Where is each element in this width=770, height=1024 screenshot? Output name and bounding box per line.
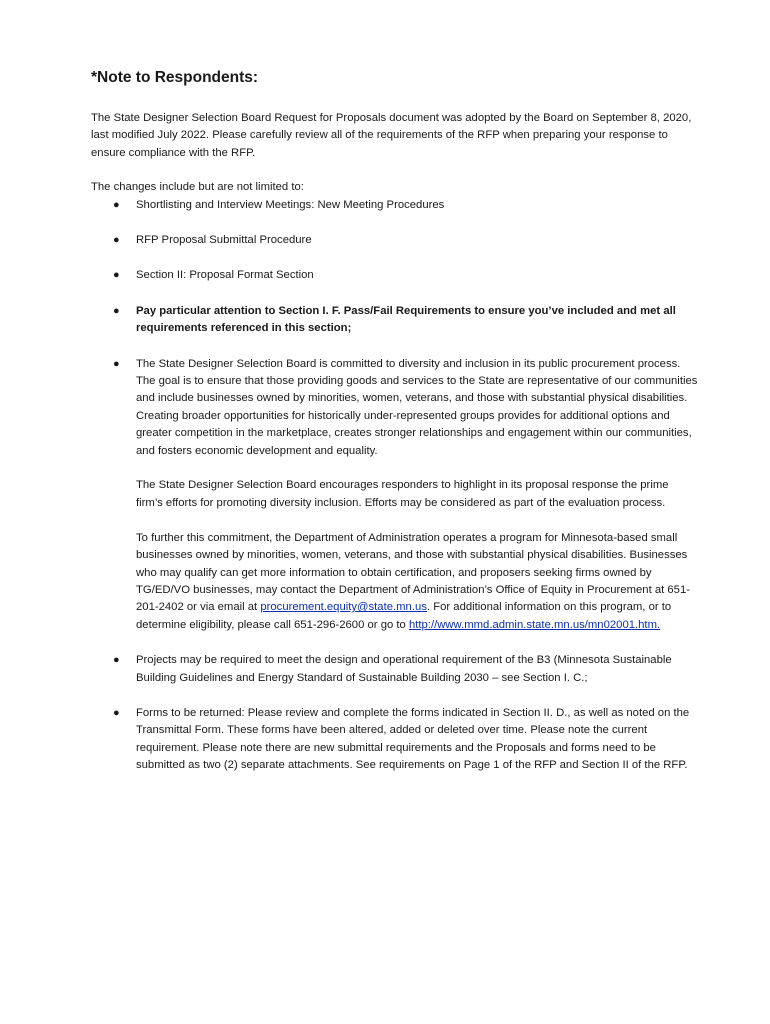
list-item-text: Section II: Proposal Format Section [136, 269, 314, 282]
list-item [91, 232, 698, 249]
bullet-icon: ● [113, 198, 120, 211]
intro-paragraph: The State Designer Selection Board Request for Proposals document was adopted by the Board on September 8, 2020, last modified July 2022. Please carefully review all of the requirements of the RFP when preparing your response to ensure compliance with the RFP. [91, 112, 692, 159]
bullet-icon: ● [113, 234, 120, 247]
commitment-text-middle: . For additional information on this program, or to determine eligibility, please call 651-296-2600 or go to [136, 601, 672, 631]
list-item [91, 267, 698, 284]
bullet-icon: ● [113, 357, 120, 370]
email-link[interactable]: procurement.equity@state.mn.us [260, 601, 427, 614]
list-item [91, 303, 698, 338]
commitment-text-start: To further this commitment, the Department of Administration operates a program for Minnesota-based small businesses owned by minorities, women, veterans, and those with substantial physical disabilities. Businesses who may qualify can get more information to obtain certification, and proposers seeking firms owned by TG/ED/VO businesses, may contact the Department of Administration’s Office of Equity in Procurement at 651-201-2402 or via email at [136, 531, 691, 614]
bullet-icon: ● [113, 706, 120, 719]
list-item-text: RFP Proposal Submittal Procedure [136, 234, 312, 247]
list-item [91, 197, 698, 214]
diversity-paragraph: The State Designer Selection Board is committed to diversity and inclusion in its public procurement process. The goal is to ensure that those providing goods and services to the State are representative of our communities and include businesses owned by minorities, women, veterans, and those with substantial physical disabilities. Creating broader opportunities for historically under-represented groups provides for additional options and greater competition in the marketplace, creates stronger relationships and engagement within our communities, and fosters economic development and equality. [136, 357, 698, 457]
list-item-text: Forms to be returned: Please review and complete the forms indicated in Section II. D., as well as noted on the Transmittal Form. These forms have been altered, added or deleted over time. Please note the current requirement. Please note there are new submittal requirements and the Proposals and forms need to be submitted as two (2) separate attachments. See requirements on Page 1 of the RFP and Section II of the RFP. [136, 706, 690, 772]
encourage-paragraph: The State Designer Selection Board encourages responders to highlight in its proposal response the prime firm’s efforts for promoting diversity inclusion. Efforts may be considered as part of the evaluation process. [136, 479, 669, 509]
changes-list [91, 197, 698, 775]
page-heading: *Note to Respondents: [91, 69, 259, 86]
list-item-text: Shortlisting and Interview Meetings: New Meeting Procedures [136, 198, 445, 211]
list-item [91, 652, 698, 687]
list-item [91, 705, 698, 775]
changes-label: The changes include but are not limited to: [91, 181, 304, 194]
bullet-icon: ● [113, 654, 120, 667]
list-item-text: Pay particular attention to Section I. F. Pass/Fail Requirements to ensure you’ve included and met all requirements referenced in this section; [136, 304, 676, 335]
bullet-icon: ● [113, 269, 120, 282]
list-item-text: Projects may be required to meet the design and operational requirement of the B3 (Minnesota Sustainable Building Guidelines and Energy Standard of Sustainable Building 2030 – see Section I. C.; [136, 654, 672, 684]
program-url-link[interactable]: http://www.mmd.admin.state.mn.us/mn02001.htm. [408, 618, 661, 631]
bullet-icon: ● [113, 304, 120, 317]
commitment-paragraph [136, 530, 698, 634]
list-item [91, 356, 698, 634]
